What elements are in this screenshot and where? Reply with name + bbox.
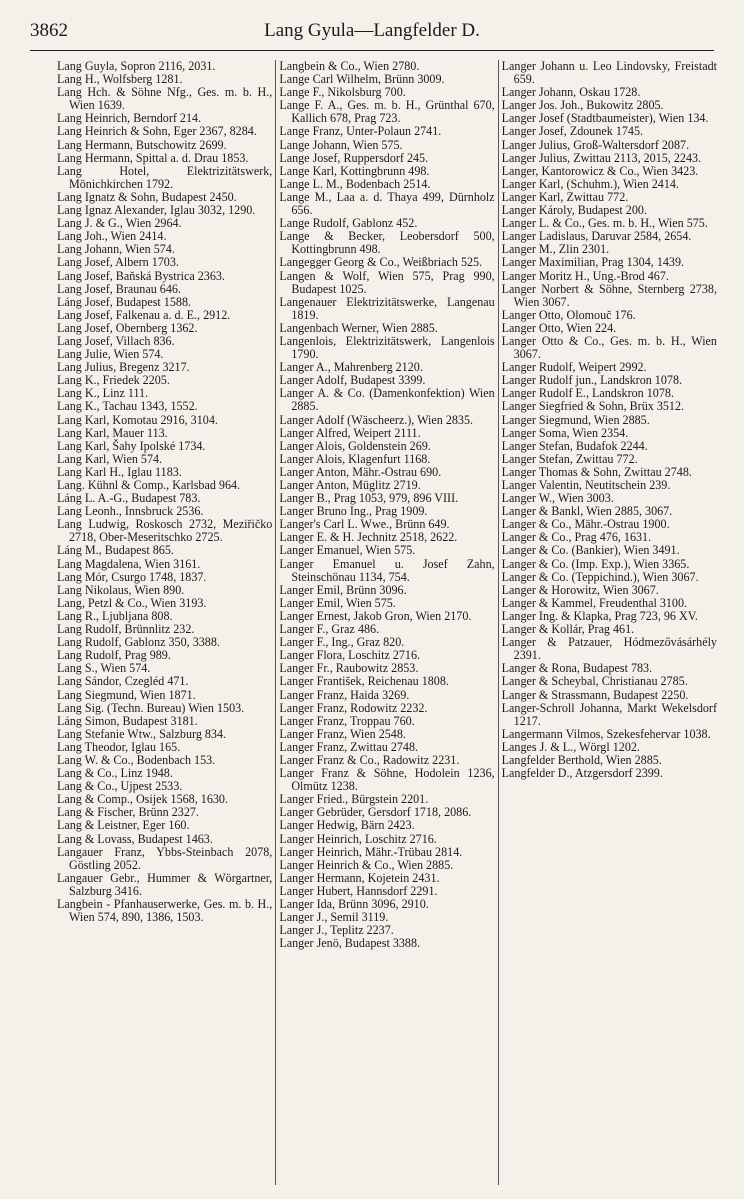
directory-entry: Langer Ladislaus, Daruvar 2584, 2654.	[501, 229, 692, 244]
directory-entry: Langer Ing. & Klapka, Prag 723, 96 XV.	[501, 608, 698, 623]
directory-entry: Lang Johann, Wien 574.	[57, 242, 175, 257]
directory-entry: Lange Johann, Wien 575.	[279, 137, 403, 152]
directory-entry: Langer Jenö, Budapest 3388.	[279, 936, 421, 951]
directory-entry: Langer Norbert & Söhne, Sternberg 2738, Wien 3067.	[501, 281, 717, 309]
directory-entry: Langer's Carl L. Wwe., Brünn 649.	[279, 517, 450, 532]
directory-entry: Lang Josef, Albern 1703.	[57, 255, 179, 270]
directory-entry: Lang & Fischer, Brünn 2327.	[57, 805, 199, 820]
directory-entry: Langer & Strassmann, Budapest 2250.	[501, 687, 689, 702]
directory-entry: Lang R., Ljubljana 808.	[57, 608, 173, 623]
directory-entry: Langer & Bankl, Wien 2885, 3067.	[501, 504, 673, 519]
directory-entry: Lang & Co., Ujpest 2533.	[57, 779, 183, 794]
directory-entry: Langer Rudolf jun., Landskron 1078.	[501, 373, 683, 388]
directory-entry: Langer Heinrich, Mähr.-Trübau 2814.	[279, 844, 463, 859]
directory-entry: Langer Julius, Groß-Waltersdorf 2087.	[501, 137, 690, 152]
directory-entry: Langer Anton, Mähr.-Ostrau 690.	[279, 464, 442, 479]
directory-entry: Lang Mór, Csurgo 1748, 1837.	[57, 569, 207, 584]
directory-entry: Lang Ignatz & Sohn, Budapest 2450.	[57, 189, 237, 204]
directory-entry: Lange Karl, Kottingbrunn 498.	[279, 163, 430, 178]
header-rule	[30, 50, 714, 51]
directory-entry: Langer Josef, Zdounek 1745.	[501, 124, 644, 139]
directory-entry: Lang Rudolf, Brünnlitz 232.	[57, 622, 195, 637]
directory-entry: Lange & Becker, Leobersdorf 500, Kottingbrunn 498.	[279, 229, 495, 257]
page-number: 3862	[30, 20, 68, 41]
directory-entry: Langer Rudolf, Weipert 2992.	[501, 360, 647, 375]
directory-entry: Langer Franz, Zwittau 2748.	[279, 739, 419, 754]
directory-entry: Lang & Co., Linz 1948.	[57, 766, 173, 781]
directory-entry: Lang Guyla, Sopron 2116, 2031.	[57, 60, 216, 73]
directory-entry: Langer J., Teplitz 2237.	[279, 923, 394, 938]
directory-entry: Lang H., Wolfsberg 1281.	[57, 72, 183, 87]
directory-entry: Lang Josef, Falkenau a. d. E., 2912.	[57, 307, 231, 322]
directory-entry: Lange L. M., Bodenbach 2514.	[279, 176, 431, 191]
directory-entry: Langer Franz & Söhne, Hodolein 1236, Olmütz 1238.	[279, 766, 495, 794]
directory-entry: Langer Hubert, Hannsdorf 2291.	[279, 883, 438, 898]
directory-entry: Langer Moritz H., Ung.-Brod 467.	[501, 268, 669, 283]
directory-entry: Langer Ernest, Jakob Gron, Wien 2170.	[279, 608, 472, 623]
directory-entry: Lange Carl Wilhelm, Brünn 3009.	[279, 72, 445, 87]
directory-entry: Lange Josef, Ruppersdorf 245.	[279, 150, 429, 165]
directory-entry: Langer W., Wien 3003.	[501, 491, 614, 506]
directory-entry: Langer F., Graz 486.	[279, 622, 380, 637]
directory-entry: Langer Josef (Stadtbaumeister), Wien 134.	[501, 111, 709, 126]
directory-entry: Langer & Kollár, Prag 461.	[501, 622, 635, 637]
directory-entry: Lang Karl, Šahy Ipolské 1734.	[57, 438, 206, 453]
directory-entry: Langer Julius, Zwittau 2113, 2015, 2243.	[501, 150, 702, 165]
directory-entry: Lang S., Wien 574.	[57, 661, 151, 676]
directory-entry: Láng L. A.-G., Budapest 783.	[57, 491, 201, 506]
directory-entry: Lang Sándor, Czegléd 471.	[57, 674, 189, 689]
directory-entry: Langer Alois, Goldenstein 269.	[279, 438, 431, 453]
directory-entry: Lang Josef, Obernberg 1362.	[57, 320, 198, 335]
directory-entry: Langer Bruno Ing., Prag 1909.	[279, 504, 428, 519]
directory-entry: Lang Karl, Wien 574.	[57, 451, 163, 466]
directory-entry: Langauer Franz, Ybbs-Steinbach 2078, Göstling 2052.	[57, 844, 273, 872]
directory-entry: Langbein - Pfanhauserwerke, Ges. m. b. H., Wien 574, 890, 1386, 1503.	[57, 897, 273, 925]
directory-entry: Langer Emil, Wien 575.	[279, 595, 396, 610]
directory-entry: Langer Anton, Müglitz 2719.	[279, 478, 421, 492]
directory-entry: Langer, Kantorowicz & Co., Wien 3423.	[501, 163, 699, 178]
directory-entry: Langenlois, Elektrizitätswerk, Langenlois 1790.	[279, 333, 495, 362]
directory-entry: Langegger Georg & Co., Weißbriach 525.	[279, 255, 483, 270]
directory-entry: Langer M., Zlin 2301.	[501, 242, 610, 257]
directory-entry: Lang, Petzl & Co., Wien 3193.	[57, 595, 207, 610]
directory-entry: Langer & Horowitz, Wien 3067.	[501, 582, 659, 597]
directory-entry: Langer Karl, Zwittau 772.	[501, 189, 629, 204]
directory-entry: Langes J. & L., Wörgl 1202.	[501, 739, 640, 754]
directory-entry: Langer A., Mahrenberg 2120.	[279, 360, 423, 375]
directory-entry: Lang Nikolaus, Wien 890.	[57, 582, 185, 597]
directory-entry: Lange Franz, Unter-Polaun 2741.	[279, 124, 442, 139]
directory-entry: Lang K., Friedek 2205.	[57, 373, 170, 388]
directory-entry: Lang Sig. (Techn. Bureau) Wien 1503.	[57, 700, 245, 715]
directory-entry: Lang Leonh., Innsbruck 2536.	[57, 504, 204, 519]
directory-entry: Lang Hermann, Spittal a. d. Drau 1853.	[57, 150, 249, 165]
directory-entry: Lange F. A., Ges. m. b. H., Grünthal 670, Kallich 678, Prag 723.	[279, 98, 495, 126]
directory-entry: Langer Franz, Rodowitz 2232.	[279, 700, 428, 715]
column-3	[498, 60, 720, 1185]
directory-entry: Langer Rudolf E., Landskron 1078.	[501, 386, 674, 401]
directory-entry: Lang Heinrich, Berndorf 214.	[57, 111, 202, 126]
directory-entry: Lang Karl H., Iglau 1183.	[57, 464, 182, 479]
directory-entry: Langfelder D., Atzgersdorf 2399.	[501, 766, 663, 781]
directory-entry: Langer B., Prag 1053, 979, 896 VIII.	[279, 491, 459, 506]
directory-entry: Langer & Co., Prag 476, 1631.	[501, 530, 652, 545]
directory-entry: Langer Adolf (Wäscheerz.), Wien 2835.	[279, 412, 474, 427]
directory-entry: Langer Franz, Haida 3269.	[279, 687, 410, 702]
directory-entry: Lang Magdalena, Wien 3161.	[57, 556, 201, 571]
directory-entry: Langer L. & Co., Ges. m. b. H., Wien 575.	[501, 216, 708, 231]
directory-entry: Lang W. & Co., Bodenbach 153.	[57, 752, 216, 767]
directory-entry: Langer & Co. (Teppichind.), Wien 3067.	[501, 569, 699, 584]
directory-entry: Lang Rudolf, Gablonz 350, 3388.	[57, 635, 220, 650]
directory-entry: Langbein & Co., Wien 2780.	[279, 60, 420, 73]
directory-entry: Langer Ida, Brünn 3096, 2910.	[279, 897, 429, 911]
directory-entry: Langer Siegmund, Wien 2885.	[501, 412, 650, 427]
directory-entry: Langer Alois, Klagenfurt 1168.	[279, 451, 431, 466]
directory-entry: Langer Emil, Brünn 3096.	[279, 582, 407, 597]
directory-entry: Langer Jos. Joh., Bukowitz 2805.	[501, 98, 664, 113]
directory-entry: Langer Johann u. Leo Lindovsky, Freistadt 659.	[501, 60, 717, 87]
directory-entry: Lange Rudolf, Gablonz 452.	[279, 216, 418, 231]
directory-entry: Lang Hch. & Söhne Nfg., Ges. m. b. H., Wien 1639.	[57, 85, 273, 113]
directory-entry: Lang K., Linz 111.	[57, 386, 149, 401]
directory-entry: Langer & Co. (Bankier), Wien 3491.	[501, 543, 680, 558]
directory-entry: Langer Otto, Olomouč 176.	[501, 307, 636, 322]
directory-entry: Langer Flora, Loschitz 2716.	[279, 648, 421, 663]
directory-entry: Lange F., Nikolsburg 700.	[279, 85, 406, 100]
directory-entry: Langer Alfred, Weipert 2111.	[279, 425, 421, 440]
directory-entry: Langer František, Reichenau 1808.	[279, 674, 449, 689]
directory-entry: Lang Ignaz Alexander, Iglau 3032, 1290.	[57, 203, 256, 218]
directory-entry: Langer Hedwig, Bärn 2423.	[279, 818, 415, 833]
directory-entry: Lang Josef, Braunau 646.	[57, 281, 181, 296]
directory-entry: Lang Stefanie Wtw., Salzburg 834.	[57, 726, 227, 741]
directory-entry: Langer & Co. (Imp. Exp.), Wien 3365.	[501, 556, 690, 571]
directory-entry: Lang & Lovass, Budapest 1463.	[57, 831, 213, 846]
directory-entry: Lange M., Laa a. d. Thaya 499, Dürnholz 656.	[279, 189, 495, 218]
directory-entry: Langer & Rona, Budapest 783.	[501, 661, 653, 676]
directory-entry: Láng M., Budapest 865.	[57, 543, 174, 558]
directory-entry: Langer Soma, Wien 2354.	[501, 425, 629, 440]
directory-entry: Láng Josef, Budapest 1588.	[57, 294, 192, 309]
directory-entry: Langer Valentin, Neutitschein 239.	[501, 478, 671, 492]
directory-entry: Langer Fried., Bürgstein 2201.	[279, 792, 429, 807]
directory-entry: Langer Stefan, Budafok 2244.	[501, 438, 648, 453]
directory-entry: Lang. Kühnl & Comp., Karlsbad 964.	[57, 478, 241, 492]
directory-entry: Lang & Comp., Osijek 1568, 1630.	[57, 792, 228, 807]
directory-entry: Lang Rudolf, Prag 989.	[57, 648, 171, 663]
directory-entry: Lang & Leistner, Eger 160.	[57, 818, 190, 833]
directory-entry: Langer-Schroll Johanna, Markt Wekelsdorf 1217.	[501, 700, 717, 728]
directory-entry: Langer E. & H. Jechnitz 2518, 2622.	[279, 530, 458, 545]
directory-entry: Lang Julius, Bregenz 3217.	[57, 360, 190, 375]
directory-entry: Láng Simon, Budapest 3181.	[57, 713, 198, 728]
directory-entry: Langer Hermann, Kojetein 2431.	[279, 870, 440, 885]
directory-entry: Langer Heinrich & Co., Wien 2885.	[279, 857, 454, 872]
directory-entry: Lang J. & G., Wien 2964.	[57, 216, 182, 231]
directory-entry: Lang Karl, Komotau 2916, 3104.	[57, 412, 218, 427]
directory-entry: Langer Franz, Troppau 760.	[279, 713, 415, 728]
directory-entry: Langer A. & Co. (Damenkonfektion) Wien 2885.	[279, 386, 495, 414]
directory-entry: Langer Heinrich, Loschitz 2716.	[279, 831, 437, 846]
directory-entry: Lang Ludwig, Roskosch 2732, Meziřičko 2718, Ober-Meseritschko 2725.	[57, 517, 273, 545]
directory-entry: Langer Gebrüder, Gersdorf 1718, 2086.	[279, 805, 472, 820]
directory-entry: Lang Hermann, Butschowitz 2699.	[57, 137, 227, 152]
directory-entry: Langer Adolf, Budapest 3399.	[279, 373, 426, 388]
directory-entry: Langer Emanuel, Wien 575.	[279, 543, 416, 558]
directory-entry: Lang Josef, Villach 836.	[57, 333, 175, 348]
directory-entry: Langer Maximilian, Prag 1304, 1439.	[501, 255, 685, 270]
directory-entry: Langer Otto & Co., Ges. m. b. H., Wien 3067.	[501, 333, 717, 362]
directory-entry: Langen & Wolf, Wien 575, Prag 990, Budapest 1025.	[279, 268, 495, 296]
column-2	[275, 60, 497, 1185]
directory-entry: Langermann Vilmos, Szekesfehervar 1038.	[501, 726, 711, 741]
directory-entry: Lang Theodor, Iglau 165.	[57, 739, 181, 754]
directory-entry: Langenbach Werner, Wien 2885.	[279, 320, 438, 335]
directory-entry: Langer Franz, Wien 2548.	[279, 726, 406, 741]
directory-entry: Langer Stefan, Zwittau 772.	[501, 451, 638, 466]
directory-entry: Lang Julie, Wien 574.	[57, 347, 164, 362]
directory-entry: Lang Siegmund, Wien 1871.	[57, 687, 196, 702]
directory-entry: Langer F., Ing., Graz 820.	[279, 635, 405, 650]
directory-entry: Langenauer Elektrizitätswerke, Langenau 1819.	[279, 294, 495, 322]
directory-entry: Langer & Scheybal, Christianau 2785.	[501, 674, 688, 689]
directory-entry: Langer Fr., Raubowitz 2853.	[279, 661, 419, 676]
directory-entry: Langer J., Semil 3119.	[279, 910, 389, 925]
page-header	[30, 14, 714, 48]
directory-entry: Langer Emanuel u. Josef Zahn, Steinschönau 1134, 754.	[279, 556, 495, 584]
directory-entry: Langer & Co., Mähr.-Ostrau 1900.	[501, 517, 670, 532]
directory-entry: Lang Josef, Baňská Bystrica 2363.	[57, 268, 225, 283]
entry-columns	[54, 60, 720, 1185]
directory-entry: Lang Heinrich & Sohn, Eger 2367, 8284.	[57, 124, 257, 139]
directory-entry: Langauer Gebr., Hummer & Wörgartner, Salzburg 3416.	[57, 870, 273, 898]
directory-entry: Langer Thomas & Sohn, Zwittau 2748.	[501, 464, 692, 479]
directory-entry: Langer Károly, Budapest 200.	[501, 203, 647, 218]
running-title: Lang Gyula—Langfelder D.	[264, 20, 480, 41]
directory-entry: Langer & Patzauer, Hódmezővásárhély 2391.	[501, 635, 717, 663]
directory-entry: Lang Joh., Wien 2414.	[57, 229, 167, 244]
directory-entry: Langfelder Berthold, Wien 2885.	[501, 752, 662, 767]
directory-entry: Langer Karl, (Schuhm.), Wien 2414.	[501, 176, 679, 191]
directory-entry: Lang K., Tachau 1343, 1552.	[57, 399, 198, 414]
directory-entry: Langer Otto, Wien 224.	[501, 320, 617, 335]
directory-entry: Langer Johann, Oskau 1728.	[501, 85, 641, 100]
directory-entry: Langer Siegfried & Sohn, Brüx 3512.	[501, 399, 685, 414]
column-1	[54, 60, 275, 1185]
directory-entry: Lang Hotel, Elektrizitätswerk, Mönichkirchen 1792.	[57, 163, 273, 191]
directory-entry: Langer & Kammel, Freudenthal 3100.	[501, 595, 688, 610]
directory-entry: Lang Karl, Mauer 113.	[57, 425, 168, 440]
directory-entry: Langer Franz & Co., Radowitz 2231.	[279, 752, 460, 767]
